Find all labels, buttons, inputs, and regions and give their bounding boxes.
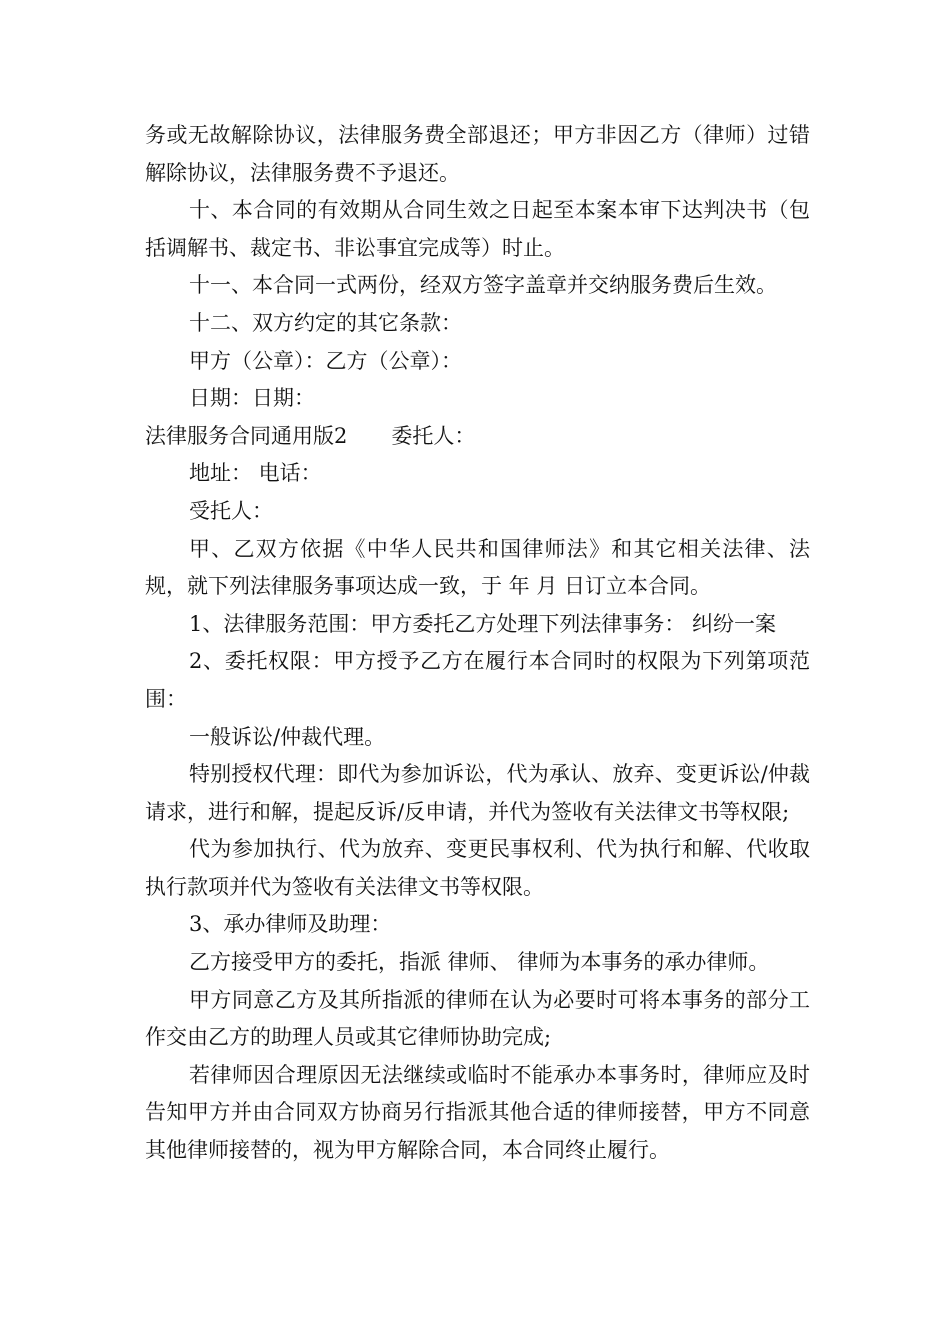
client-label: 委托人： xyxy=(391,423,476,448)
paragraph-authority: 2、委托权限：甲方授予乙方在履行本合同时的权限为下列第项范围： xyxy=(145,649,810,711)
address-phone-line: 地址： 电话： xyxy=(189,461,322,486)
paragraph-lawyer-assignment: 乙方接受甲方的委托，指派 律师、 律师为本事务的承办律师。 xyxy=(189,950,770,975)
paragraph-refund-terms: 务或无故解除协议，法律服务费全部退还；甲方非因乙方（律师）过错解除协议，法律服务费不予退还。 xyxy=(145,123,810,185)
document-title-line xyxy=(145,418,810,456)
paragraph-assistant-consent: 甲方同意乙方及其所指派的律师在认为必要时可将本事务的部分工作交由乙方的助理人员或其它律师协助完成; xyxy=(145,987,810,1050)
paragraph-execution-agency: 代为参加执行、代为放弃、变更民事权利、代为执行和解、代收取执行款项并代为签收有关法律文书等权限。 xyxy=(145,837,810,899)
paragraph-general-agency: 一般诉讼/仲裁代理。 xyxy=(189,724,386,749)
paragraph-lawyer-heading: 3、承办律师及助理： xyxy=(189,912,392,937)
paragraph-clause-12: 十二、双方约定的其它条款： xyxy=(189,310,462,335)
paragraph-preamble: 甲、乙双方依据《中华人民共和国律师法》和其它相关法律、法规，就下列法律服务事项达成一致，于 年 月 日订立本合同。 xyxy=(145,536,810,599)
document-title: 法律服务合同通用版2 xyxy=(145,423,348,448)
signature-seals-line: 甲方（公章）：乙方（公章）： xyxy=(189,348,462,373)
signature-dates-line: 日期：日期： xyxy=(189,386,315,411)
paragraph-lawyer-replacement: 若律师因合理原因无法继续或临时不能承办本事务时，律师应及时告知甲方并由合同双方协商另行指派其他合适的律师接替，甲方不同意其他律师接替的，视为甲方解除合同，本合同终止履行。 xyxy=(145,1062,810,1163)
paragraph-clause-10: 十、本合同的有效期从合同生效之日起至本案本审下达判决书（包括调解书、裁定书、非讼事宜完成等）时止。 xyxy=(145,198,810,260)
paragraph-service-scope: 1、法律服务范围：甲方委托乙方处理下列法律事务： 纠纷一案 xyxy=(189,611,777,636)
document-page xyxy=(145,117,810,1170)
paragraph-special-agency: 特别授权代理：即代为参加诉讼，代为承认、放弃、变更诉讼/仲裁请求，进行和解，提起反诉/反申请，并代为签收有关法律文书等权限; xyxy=(145,762,810,824)
paragraph-clause-11: 十一、本合同一式两份，经双方签字盖章并交纳服务费后生效。 xyxy=(189,273,777,298)
trustee-line: 受托人： xyxy=(189,498,273,523)
